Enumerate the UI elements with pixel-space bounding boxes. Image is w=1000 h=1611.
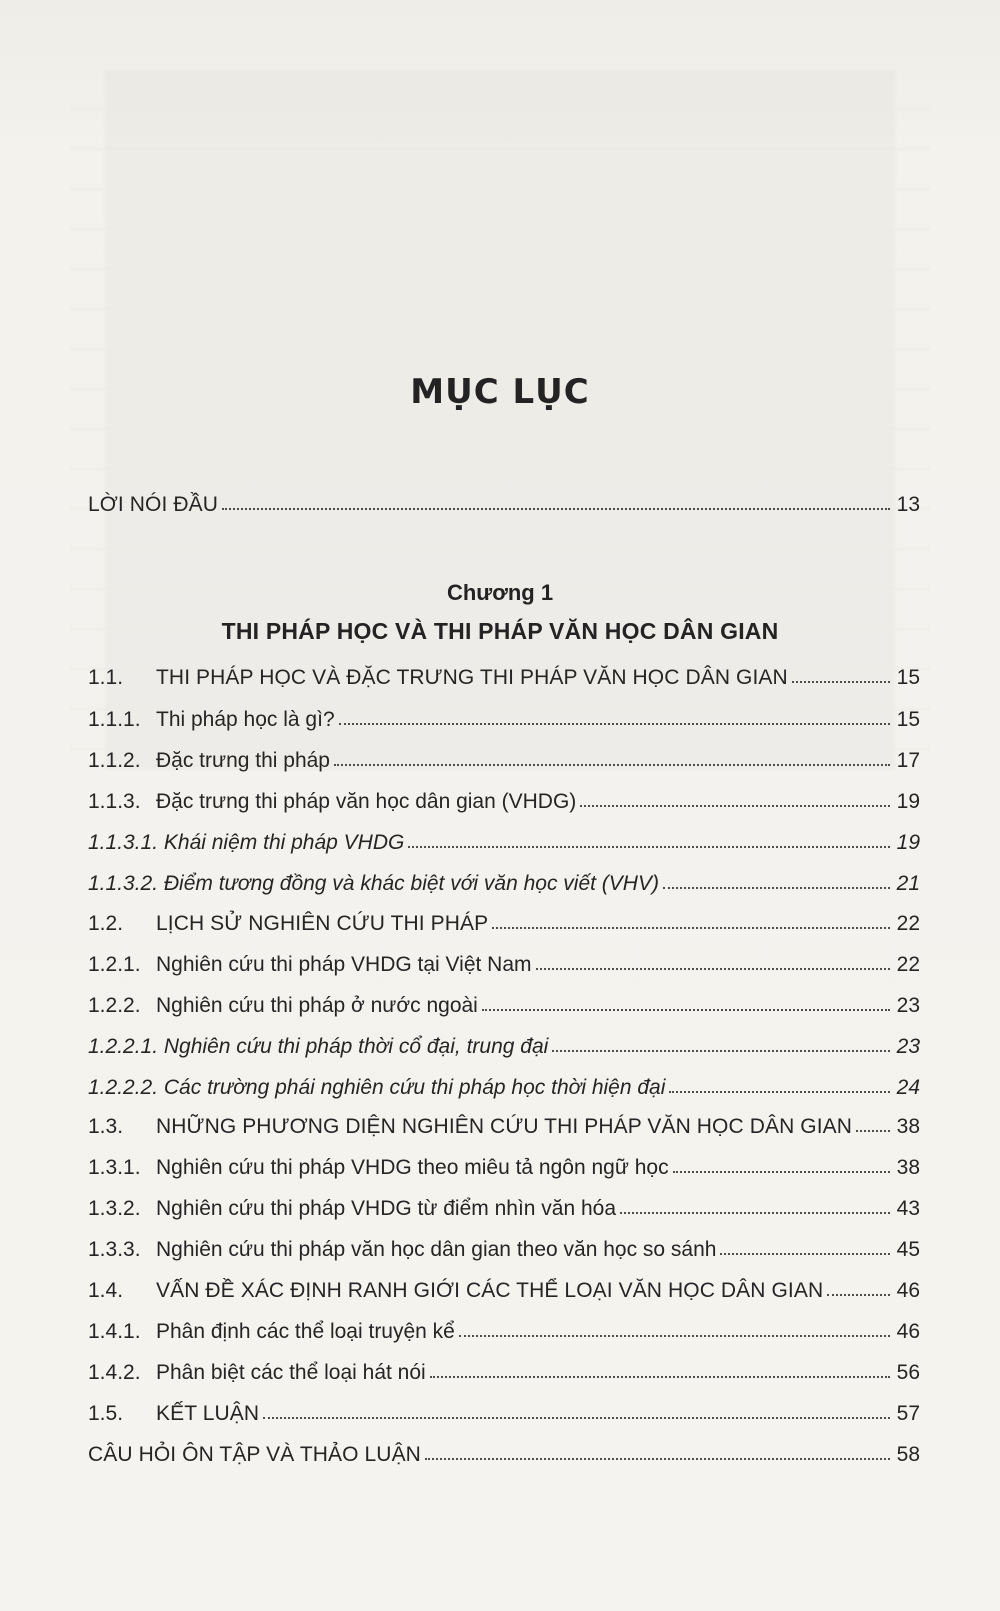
toc-entry-1-2	[88, 900, 920, 934]
toc-entry-number: 1.2.	[88, 912, 124, 935]
toc-entry-label: Nghiên cứu thi pháp VHDG từ điểm nhìn văn hóa	[156, 1197, 617, 1220]
dot-leader	[720, 1253, 890, 1255]
dot-leader	[430, 1376, 890, 1378]
toc-entry-1-2-1	[88, 941, 920, 975]
dot-leader	[482, 1009, 890, 1011]
toc-entry-1-4	[88, 1267, 920, 1301]
dot-leader	[536, 968, 890, 970]
toc-entry-page: 38	[896, 1156, 920, 1179]
dot-leader	[620, 1212, 890, 1214]
toc-entry-page: 58	[896, 1443, 920, 1466]
toc-entry-number: 1.1.2.	[88, 749, 141, 772]
toc-entry-page: 38	[896, 1115, 920, 1138]
toc-entry-page: 19	[896, 831, 920, 854]
toc-entry-label: VẤN ĐỀ XÁC ĐỊNH RANH GIỚI CÁC THỂ LOẠI VĂN HỌC DÂN GIAN	[156, 1279, 824, 1302]
toc-entry-label: LỊCH SỬ NGHIÊN CỨU THI PHÁP	[156, 912, 489, 935]
toc-entry-number: 1.3.1.	[88, 1156, 141, 1179]
toc-entry-page: 22	[896, 953, 920, 976]
toc-entry-label: Nghiên cứu thi pháp ở nước ngoài	[156, 994, 478, 1017]
toc-entry-1-1-1	[88, 696, 920, 730]
toc-entry-1-2-2-1	[88, 1023, 920, 1057]
toc-entry-number: 1.4.2.	[88, 1361, 141, 1384]
toc-entry-label: 1.2.2.2. Các trường phái nghiên cứu thi pháp học thời hiện đại	[88, 1076, 666, 1099]
toc-entry-label: THI PHÁP HỌC VÀ ĐẶC TRƯNG THI PHÁP VĂN HỌC DÂN GIAN	[156, 666, 788, 689]
toc-entry-page: 19	[896, 790, 920, 813]
dot-leader	[334, 764, 890, 766]
toc-entry-number: 1.3.3.	[88, 1238, 141, 1261]
toc-entry-page: 22	[896, 912, 920, 935]
toc-entry-page: 23	[896, 994, 920, 1017]
toc-entry-page: 13	[896, 493, 920, 516]
toc-entry-page: 45	[896, 1238, 920, 1261]
toc-entry-number: 1.3.	[88, 1115, 124, 1138]
dot-leader	[408, 846, 890, 848]
toc-entry-page: 23	[896, 1035, 920, 1058]
toc-entry-label: 1.2.2.1. Nghiên cứu thi pháp thời cổ đại, trung đại	[88, 1035, 549, 1058]
toc-entry-label: 1.1.3.1. Khái niệm thi pháp VHDG	[88, 831, 405, 854]
toc-entry-label: Phân định các thể loại truyện kể	[156, 1320, 455, 1343]
toc-entry-number: 1.2.1.	[88, 953, 141, 976]
toc-entry-label: KẾT LUẬN	[156, 1402, 260, 1425]
toc-entry-label: NHỮNG PHƯƠNG DIỆN NGHIÊN CỨU THI PHÁP VĂN HỌC DÂN GIAN	[156, 1115, 853, 1138]
toc-entry-page: 57	[896, 1402, 920, 1425]
toc-entry-number: 1.1.3.	[88, 790, 141, 813]
dot-leader	[263, 1417, 890, 1419]
toc-entry-number: 1.5.	[88, 1402, 124, 1425]
toc-entry-preface	[88, 481, 920, 515]
toc-entry-1-4-2	[88, 1349, 920, 1383]
toc-entry-page: 17	[896, 749, 920, 772]
dot-leader	[459, 1335, 890, 1337]
toc-entry-label: Nghiên cứu thi pháp văn học dân gian theo văn học so sánh	[156, 1238, 717, 1261]
toc-entry-review-questions	[88, 1431, 920, 1465]
chapter-label: Chương 1	[446, 580, 554, 605]
toc-entry-1-5	[88, 1390, 920, 1424]
toc-entry-page: 24	[896, 1076, 920, 1099]
dot-leader	[222, 508, 890, 510]
dot-leader	[663, 887, 890, 889]
toc-entry-page: 43	[896, 1197, 920, 1220]
dot-leader	[339, 723, 890, 725]
dot-leader	[827, 1294, 890, 1296]
toc-entry-label: 1.1.3.2. Điểm tương đồng và khác biệt với văn học viết (VHV)	[88, 872, 659, 895]
toc-entry-1-1-3-2	[88, 860, 920, 894]
toc-entry-1-1	[88, 654, 920, 688]
toc-entry-1-1-3	[88, 778, 920, 812]
toc-entry-page: 56	[896, 1361, 920, 1384]
toc-entry-label: Đặc trưng thi pháp văn học dân gian (VHDG)	[156, 790, 577, 813]
toc-entry-label: Phân biệt các thể loại hát nói	[156, 1361, 426, 1384]
toc-entry-label: Nghiên cứu thi pháp VHDG theo miêu tả ngôn ngữ học	[156, 1156, 669, 1179]
toc-entry-page: 46	[896, 1320, 920, 1343]
toc-entry-1-1-3-1	[88, 819, 920, 853]
toc-entry-number: 1.1.	[88, 666, 124, 689]
dot-leader	[425, 1458, 890, 1460]
toc-entry-label: Nghiên cứu thi pháp VHDG tại Việt Nam	[156, 953, 532, 976]
toc-entry-number: 1.4.	[88, 1279, 124, 1302]
toc-entry-number: 1.2.2.	[88, 994, 141, 1017]
toc-entry-1-3-2	[88, 1185, 920, 1219]
toc-entry-1-2-2-2	[88, 1064, 920, 1098]
toc-entry-1-1-2	[88, 737, 920, 771]
toc-entry-page: 46	[896, 1279, 920, 1302]
toc-entry-label: LỜI NÓI ĐẦU	[88, 493, 218, 516]
toc-entry-number: 1.3.2.	[88, 1197, 141, 1220]
toc-entry-label: Đặc trưng thi pháp	[156, 749, 330, 772]
dot-leader	[669, 1091, 890, 1093]
dot-leader	[792, 681, 890, 683]
dot-leader	[552, 1050, 890, 1052]
dot-leader	[492, 927, 890, 929]
chapter-title: THI PHÁP HỌC VÀ THI PHÁP VĂN HỌC DÂN GIAN	[221, 618, 779, 644]
toc-entry-number: 1.4.1.	[88, 1320, 141, 1343]
toc-entry-1-3	[88, 1103, 920, 1137]
toc-entry-label: CÂU HỎI ÔN TẬP VÀ THẢO LUẬN	[88, 1443, 421, 1466]
toc-entry-page: 15	[896, 666, 920, 689]
toc-entry-1-4-1	[88, 1308, 920, 1342]
toc-entry-page: 15	[896, 708, 920, 731]
toc-entry-1-3-3	[88, 1226, 920, 1260]
dot-leader	[673, 1171, 890, 1173]
toc-entry-label: Thi pháp học là gì?	[156, 708, 335, 731]
toc-entry-1-2-2	[88, 982, 920, 1016]
page-title: MỤC LỤC	[410, 372, 590, 412]
toc-entry-1-3-1	[88, 1144, 920, 1178]
toc-entry-page: 21	[896, 872, 920, 895]
toc-entry-number: 1.1.1.	[88, 708, 141, 731]
dot-leader	[856, 1130, 890, 1132]
dot-leader	[580, 805, 890, 807]
